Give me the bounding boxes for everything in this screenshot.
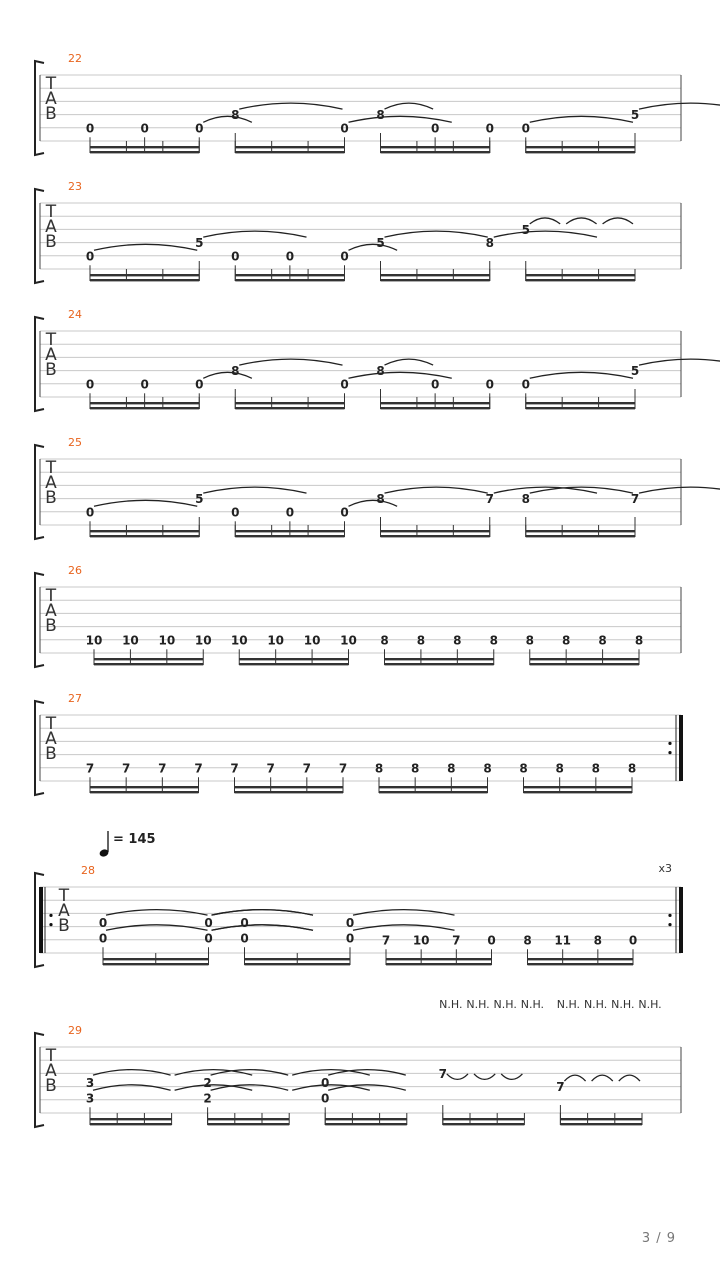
measure-number: 29 <box>68 1024 82 1037</box>
note-beam <box>208 1118 290 1120</box>
fret-number: 10 <box>267 633 285 648</box>
fret-number: 7 <box>302 761 312 776</box>
repeat-thick-barline <box>679 887 683 953</box>
note-beam <box>94 658 203 660</box>
fret-number: 8 <box>231 364 240 379</box>
tab-clef-letter: B <box>45 104 57 124</box>
fret-number: 10 <box>230 633 248 648</box>
tie-arc <box>530 218 560 224</box>
fret-number: 7 <box>452 933 461 948</box>
repeat-dot <box>49 914 52 917</box>
tie-arc <box>93 1070 171 1076</box>
fret-number: 8 <box>380 633 389 648</box>
tab-clef-letter: A <box>45 345 57 365</box>
natural-harmonic-label: N.H. <box>520 998 545 1011</box>
page-number: 3 / 9 <box>641 1231 676 1246</box>
fret-number: 0 <box>485 377 494 392</box>
measure-number: 25 <box>68 436 82 449</box>
fret-number: 8 <box>561 633 571 648</box>
fret-number: 5 <box>521 222 530 237</box>
natural-harmonic-label: N.H. <box>439 998 463 1011</box>
fret-number: 10 <box>412 933 430 948</box>
measure-number: 23 <box>68 180 82 193</box>
natural-harmonic-label: N.H. <box>638 998 662 1011</box>
repeat-dot <box>668 742 671 745</box>
note-beam <box>90 1123 172 1125</box>
tie-arc <box>530 372 633 378</box>
fret-number: 8 <box>521 492 530 507</box>
tie-arc <box>566 218 596 224</box>
fret-number: 8 <box>376 364 385 379</box>
fret-number: 8 <box>376 108 385 123</box>
note-beam <box>90 274 199 276</box>
tab-clef-letter: B <box>58 916 70 936</box>
note-beam <box>385 658 494 660</box>
fret-number: 0 <box>340 121 349 136</box>
fret-number: 0 <box>85 505 95 520</box>
fret-number: 8 <box>410 761 420 776</box>
fret-number: 0 <box>285 505 295 520</box>
tab-clef-letter: B <box>45 360 57 380</box>
note-beam <box>379 786 488 788</box>
note-beam <box>239 658 348 660</box>
fret-number: 0 <box>521 121 530 136</box>
fret-number: 0 <box>628 933 638 948</box>
tab-system-29 <box>35 998 681 1127</box>
fret-number: 0 <box>321 1091 330 1106</box>
fret-number: 7 <box>438 1066 447 1081</box>
fret-number: 11 <box>554 933 572 948</box>
repeat-dot <box>668 923 671 926</box>
tab-clef-letter: B <box>45 232 57 252</box>
fret-number: 7 <box>158 761 167 776</box>
repeat-thick-barline <box>679 715 683 781</box>
tie-arc <box>385 103 434 109</box>
note-beam <box>526 530 635 532</box>
fret-number: 0 <box>85 249 95 264</box>
fret-number: 7 <box>556 1080 565 1095</box>
fret-number: 5 <box>630 108 640 123</box>
fret-number: 0 <box>345 916 355 931</box>
note-beam <box>524 786 633 788</box>
fret-number: 0 <box>98 916 108 931</box>
note-beam <box>235 530 344 532</box>
fret-number: 8 <box>593 933 603 948</box>
fret-number: 8 <box>374 761 384 776</box>
note-beam <box>386 958 492 960</box>
fret-number: 0 <box>240 931 249 946</box>
fret-number: 8 <box>634 633 644 648</box>
tie-arc <box>385 231 488 237</box>
fret-number: 0 <box>204 916 213 931</box>
note-beam <box>385 663 494 665</box>
fret-number: 0 <box>340 505 349 520</box>
tie-arc <box>447 1074 468 1080</box>
fret-number: 8 <box>483 761 492 776</box>
fret-number: 0 <box>487 933 496 948</box>
note-beam <box>235 535 344 537</box>
note-beam <box>381 407 490 409</box>
measure-number: 26 <box>68 564 82 577</box>
fret-number: 8 <box>555 761 564 776</box>
note-beam <box>103 958 209 960</box>
fret-number: 8 <box>591 761 601 776</box>
note-beam <box>235 407 344 409</box>
fret-number: 0 <box>140 377 149 392</box>
tie-arc <box>353 925 455 931</box>
note-beam <box>379 791 488 793</box>
fret-number: 0 <box>521 377 530 392</box>
tab-clef-letter: B <box>45 616 57 636</box>
fret-number: 8 <box>525 633 534 648</box>
note-beam <box>526 151 635 153</box>
tie-arc <box>212 925 314 931</box>
note-beam <box>381 274 490 276</box>
fret-number: 0 <box>430 121 440 136</box>
fret-number: 0 <box>430 377 440 392</box>
note-beam <box>530 658 639 660</box>
fret-number: 0 <box>98 931 108 946</box>
note-beam <box>103 963 209 965</box>
note-beam <box>528 963 634 965</box>
tab-clef-letter: A <box>45 601 57 621</box>
fret-number: 0 <box>285 249 295 264</box>
note-beam <box>90 407 199 409</box>
tie-arc <box>385 359 434 365</box>
fret-number: 7 <box>266 761 275 776</box>
tie-arc <box>530 116 633 122</box>
tab-clef-letter: T <box>45 1046 57 1066</box>
note-beam <box>526 402 635 404</box>
fret-number: 8 <box>416 633 426 648</box>
fret-number: 0 <box>231 249 240 264</box>
fret-number: 8 <box>453 633 462 648</box>
tie-arc <box>349 244 398 250</box>
tab-clef-letter: T <box>45 202 57 222</box>
tie-arc <box>106 910 208 916</box>
tie-arc <box>494 231 597 237</box>
tab-clef-letter: A <box>58 901 70 921</box>
tab-clef-letter: A <box>45 217 57 237</box>
note-beam <box>530 663 639 665</box>
fret-number: 7 <box>194 761 203 776</box>
fret-number: 5 <box>195 236 204 251</box>
note-beam <box>443 1123 525 1125</box>
note-beam <box>526 407 635 409</box>
fret-number: 0 <box>204 931 213 946</box>
fret-number: 0 <box>140 121 149 136</box>
fret-number: 8 <box>447 761 456 776</box>
tempo-mark <box>99 831 156 858</box>
note-beam <box>90 535 199 537</box>
tab-clef-letter: A <box>45 473 57 493</box>
tie-arc <box>94 244 197 250</box>
note-beam <box>381 279 490 281</box>
natural-harmonic-label: N.H. <box>556 998 581 1011</box>
fret-number: 0 <box>195 377 204 392</box>
tie-arc <box>501 1074 522 1080</box>
note-beam <box>560 1123 642 1125</box>
fret-number: 7 <box>630 492 640 507</box>
tab-system-25 <box>35 436 720 539</box>
fret-number: 7 <box>338 761 348 776</box>
tab-clef-letter: T <box>58 886 70 906</box>
repeat-dot <box>49 923 52 926</box>
note-beam <box>245 958 351 960</box>
fret-number: 10 <box>158 633 176 648</box>
tab-clef-letter: T <box>45 74 57 94</box>
fret-number: 7 <box>230 761 239 776</box>
tie-arc <box>385 487 488 493</box>
note-beam <box>381 146 490 148</box>
fret-number: 2 <box>203 1091 212 1106</box>
note-beam <box>235 791 344 793</box>
tie-arc <box>564 1075 585 1081</box>
tie-arc <box>603 218 633 224</box>
fret-number: 7 <box>381 933 391 948</box>
tie-arc <box>203 372 252 378</box>
note-beam <box>381 402 490 404</box>
natural-harmonic-label: N.H. <box>611 998 635 1011</box>
fret-number: 8 <box>489 633 498 648</box>
tie-arc <box>349 500 398 506</box>
fret-number: 0 <box>340 377 349 392</box>
fret-number: 5 <box>376 236 385 251</box>
note-beam <box>526 146 635 148</box>
fret-number: 3 <box>85 1076 95 1091</box>
fret-number: 8 <box>519 761 528 776</box>
tie-arc <box>619 1075 640 1081</box>
fret-number: 10 <box>340 633 357 648</box>
fret-number: 10 <box>85 633 103 648</box>
tab-clef-letter: A <box>45 89 57 109</box>
fret-number: 0 <box>195 121 204 136</box>
note-beam <box>239 663 348 665</box>
note-beam <box>90 786 199 788</box>
note-beam <box>526 274 635 276</box>
tab-system-22 <box>35 52 720 155</box>
note-beam <box>90 146 199 148</box>
tab-clef-letter: T <box>45 586 57 606</box>
measure-number: 22 <box>68 52 82 65</box>
note-beam <box>90 791 199 793</box>
note-beam <box>245 963 351 965</box>
note-beam <box>90 402 199 404</box>
tie-arc <box>203 487 306 493</box>
note-beam <box>526 279 635 281</box>
measure-number: 28 <box>81 864 95 877</box>
natural-harmonic-label: N.H. <box>583 998 608 1011</box>
tie-arc <box>639 103 720 109</box>
tie-arc <box>592 1075 613 1081</box>
note-beam <box>528 958 634 960</box>
repeat-dot <box>668 914 671 917</box>
tab-clef-letter: B <box>45 744 57 764</box>
tab-system-23 <box>35 180 681 283</box>
note-beam <box>386 963 492 965</box>
fret-number: 8 <box>231 108 240 123</box>
tab-clef-letter: T <box>45 458 57 478</box>
repeat-thick-barline <box>39 887 43 953</box>
note-beam <box>90 530 199 532</box>
repeat-dot <box>668 751 671 754</box>
natural-harmonic-label: N.H. <box>466 998 490 1011</box>
fret-number: 10 <box>303 633 321 648</box>
fret-number: 10 <box>194 633 212 648</box>
note-beam <box>235 402 344 404</box>
tie-arc <box>639 359 720 365</box>
tie-arc <box>239 103 342 109</box>
note-beam <box>325 1123 407 1125</box>
note-beam <box>208 1123 290 1125</box>
note-beam <box>524 791 633 793</box>
fret-number: 5 <box>195 492 204 507</box>
fret-number: 3 <box>85 1091 95 1106</box>
tie-arc <box>639 487 720 493</box>
fret-number: 0 <box>340 249 349 264</box>
note-beam <box>443 1118 525 1120</box>
natural-harmonic-label: N.H. <box>493 998 517 1011</box>
tie-arc <box>94 500 197 506</box>
tie-arc <box>239 359 342 365</box>
fret-number: 8 <box>598 633 607 648</box>
measure-number: 24 <box>68 308 82 321</box>
tie-arc <box>106 925 208 931</box>
note-beam <box>235 786 344 788</box>
tab-system-27 <box>35 692 683 795</box>
note-beam <box>381 151 490 153</box>
measure-number: 27 <box>68 692 82 705</box>
fret-number: 2 <box>203 1076 212 1091</box>
tie-arc <box>93 1085 171 1091</box>
note-beam <box>235 279 344 281</box>
note-beam <box>90 1118 172 1120</box>
fret-number: 0 <box>321 1076 330 1091</box>
note-beam <box>235 151 344 153</box>
tie-arc <box>474 1074 495 1080</box>
fret-number: 0 <box>231 505 240 520</box>
tab-clef-letter: B <box>45 488 57 508</box>
tab-clef-letter: T <box>45 330 57 350</box>
fret-number: 7 <box>85 761 95 776</box>
tab-clef-letter: T <box>45 714 57 734</box>
tempo-value: = 145 <box>113 832 156 847</box>
fret-number: 7 <box>121 761 131 776</box>
note-beam <box>235 274 344 276</box>
note-beam <box>381 535 490 537</box>
note-beam <box>560 1118 642 1120</box>
fret-number: 0 <box>345 931 355 946</box>
tab-system-26 <box>35 564 681 667</box>
fret-number: 7 <box>485 492 494 507</box>
fret-number: 10 <box>122 633 139 648</box>
repeat-count: x3 <box>658 862 672 875</box>
fret-number: 0 <box>85 377 95 392</box>
note-beam <box>325 1118 407 1120</box>
tie-arc <box>203 116 252 122</box>
note-beam <box>94 663 203 665</box>
fret-number: 0 <box>85 121 95 136</box>
note-beam <box>381 530 490 532</box>
fret-number: 5 <box>630 364 640 379</box>
fret-number: 0 <box>240 916 249 931</box>
tie-arc <box>203 231 306 237</box>
tab-system-24 <box>35 308 720 411</box>
tie-arc <box>212 910 314 916</box>
note-beam <box>90 279 199 281</box>
note-beam <box>90 151 199 153</box>
fret-number: 0 <box>485 121 494 136</box>
tie-arc <box>353 910 455 916</box>
tab-clef-letter: A <box>45 1061 57 1081</box>
fret-number: 8 <box>523 933 532 948</box>
note-beam <box>235 146 344 148</box>
fret-number: 8 <box>376 492 385 507</box>
fret-number: 8 <box>627 761 637 776</box>
tab-system-28 <box>35 864 683 967</box>
note-beam <box>526 535 635 537</box>
fret-number: 8 <box>485 236 494 251</box>
tab-clef-letter: A <box>45 729 57 749</box>
tab-clef-letter: B <box>45 1076 57 1096</box>
